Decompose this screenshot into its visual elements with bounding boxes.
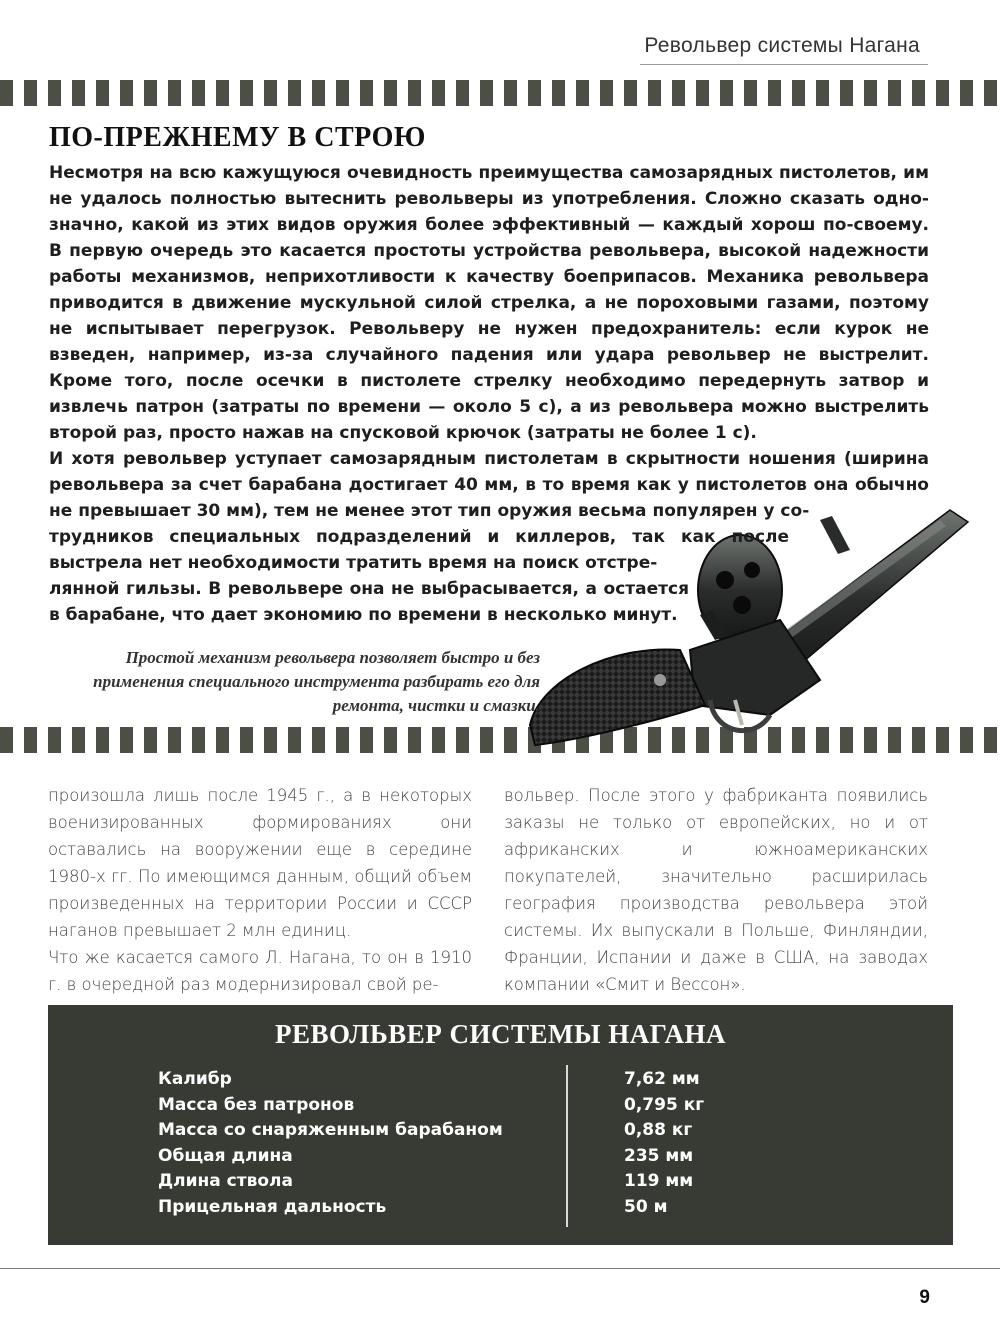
- spec-label: Длина ствола: [158, 1171, 293, 1191]
- spec-row: [48, 1197, 953, 1223]
- spec-table-title: РЕВОЛЬВЕР СИСТЕМЫ НАГАНА: [275, 1019, 726, 1049]
- spec-value: 7,62 мм: [624, 1069, 700, 1089]
- spec-row: [48, 1146, 953, 1172]
- top-stripe-band: [0, 80, 1000, 106]
- header-rule: [640, 64, 928, 65]
- spec-value: 0,88 кг: [624, 1120, 693, 1140]
- spec-row: [48, 1171, 953, 1197]
- right-column: [504, 782, 928, 998]
- intro-paragraph-2b: трудников специальных подразделений и киллеров, так как после выстрела нет необходимости тратить время на поиск отстре-: [49, 527, 789, 573]
- spec-value: 119 мм: [624, 1171, 694, 1191]
- two-column-text: [48, 782, 930, 992]
- spec-label: Калибр: [158, 1069, 232, 1089]
- spec-value: 0,795 кг: [624, 1094, 705, 1115]
- left-column: [48, 782, 472, 998]
- running-title: Револьвер системы Нагана: [644, 34, 920, 57]
- spec-row: [48, 1069, 953, 1095]
- section-title: ПО-ПРЕЖНЕМУ В СТРОЮ: [49, 122, 426, 153]
- spec-label: Масса без патронов: [158, 1094, 355, 1115]
- footer-rule: [0, 1268, 1000, 1269]
- spec-value: 50 м: [624, 1196, 668, 1217]
- spec-label: Общая длина: [158, 1145, 293, 1166]
- spec-table: [48, 1005, 953, 1245]
- spec-label: Масса со снаряженным барабаном: [158, 1120, 503, 1140]
- left-column-paragraph-1: произошла лишь после 1945 г., а в некоторых военизированных формированиях они оставались на вооружении еще в середине 1980-х гг. По имеющимся данным, общий объем произведенных на территории России и СССР наганов превышает 2 млн единиц.: [48, 786, 472, 940]
- figure-caption: Простой механизм револьвера позволяет быстро и без применения специального инструмента разбирать его для ремонта, чистки и смазки.: [93, 648, 540, 715]
- intro-paragraph-2c: лянной гильзы. В револьвере она не выбрасывается, а остается в барабане, что дает экономию по времени в несколько минут.: [49, 579, 689, 625]
- intro-paragraph-1: Несмотря на всю кажущуюся очевидность преимущества самозарядных пистолетов, им не удалось полностью вытеснить револьверы из употребления. Сложно сказать одно-значно, какой из этих видов оружия более эффективный — каждый хорош по-своему. В первую очередь это касается простоты устройства револьвера, высокой надежности работы механизмов, неприхотливости к качеству боеприпасов. Механика револьвера приводится в движение мускульной силой стрелка, а не пороховыми газами, поэтому не испытывает перегрузок. Револьверу не нужен предохранитель: если курок не взведен, например, из-за случайного падения или удара револьвер не выстрелит. Кроме того, после осечки в пистолете стрелку необходимо передернуть затвор и извлечь патрон (затраты по времени — около 5 с), а из револьвера можно выстрелить второй раз, просто нажав на спусковой крючок (затраты не более 1 с).: [49, 163, 929, 443]
- spec-row: [48, 1095, 953, 1121]
- spec-row: [48, 1120, 953, 1146]
- spec-label: Прицельная дальность: [158, 1196, 387, 1217]
- intro-paragraph-2a: И хотя револьвер уступает самозарядным пистолетам в скрытности ношения (ширина револьвера за счет барабана достигает 40 мм, в то время как у пистолетов она обычно не превышает 30 мм), тем не менее этот тип оружия весьма популярен у со-: [49, 449, 929, 521]
- left-column-paragraph-2: Что же касается самого Л. Нагана, то он в 1910 г. в очередной раз модернизировал свой ре-: [48, 948, 472, 994]
- intro-text: [49, 160, 929, 628]
- right-column-paragraph-1: вольвер. После этого у фабриканта появились заказы не только от европейских, но и от африканских и южноамериканских покупателей, значительно расширилась география производства револьвера этой системы. Их выпускали в Польше, Финляндии, Франции, Испании и даже в США, на заводах компании «Смит и Вессон».: [504, 786, 928, 994]
- spec-rows: [48, 1069, 953, 1222]
- page-number: 9: [919, 1287, 930, 1308]
- spec-value: 235 мм: [624, 1145, 694, 1166]
